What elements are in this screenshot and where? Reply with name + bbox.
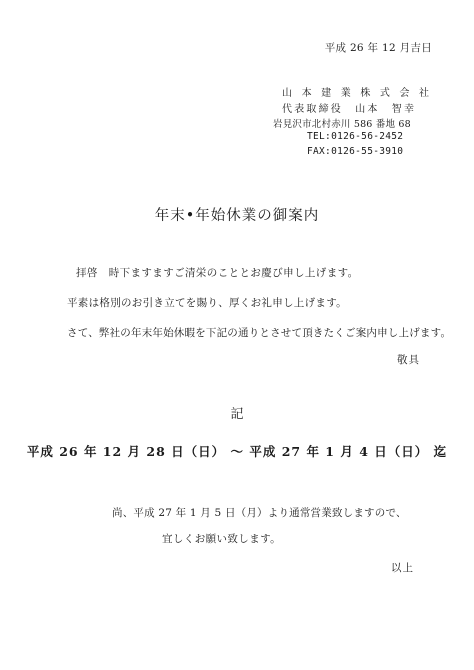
closing-keigu: 敬具	[397, 354, 420, 366]
body-line-thanks: 平素は格別のお引き立てを賜り、厚くお礼申し上げます。	[67, 297, 347, 309]
end-mark: 以上	[391, 562, 414, 574]
sender-representative: 代表取締役 山本 智幸	[282, 104, 417, 115]
sender-company: 山 本 建 業 株 式 会 社	[282, 88, 433, 99]
holiday-period: 平成 26 年 12 月 28 日（日） ～ 平成 27 年 1 月 4 日（日） 迄	[26, 444, 448, 459]
notice-heading: 記	[230, 407, 244, 422]
letter-title: 年末•年始休業の御案内	[154, 208, 320, 224]
resume-notice: 尚、平成 27 年 1 月 5 日（月）より通常営業致しますので、	[112, 507, 407, 519]
regards-line: 宜しくお願い致します。	[162, 533, 282, 545]
letter-date: 平成 26 年 12 月吉日	[324, 42, 432, 54]
sender-tel: TEL:0126-56-2452	[307, 131, 404, 142]
body-line-announcement: さて、弊社の年末年始休暇を下記の通りとさせて頂きたくご案内申し上げます。	[67, 327, 452, 339]
body-line-greeting: 拝啓 時下ますますご清栄のこととお慶び申し上げます。	[76, 267, 359, 279]
sender-fax: FAX:0126-55-3910	[307, 146, 404, 157]
sender-address: 岩見沢市北村赤川 586 番地 68	[273, 119, 411, 130]
